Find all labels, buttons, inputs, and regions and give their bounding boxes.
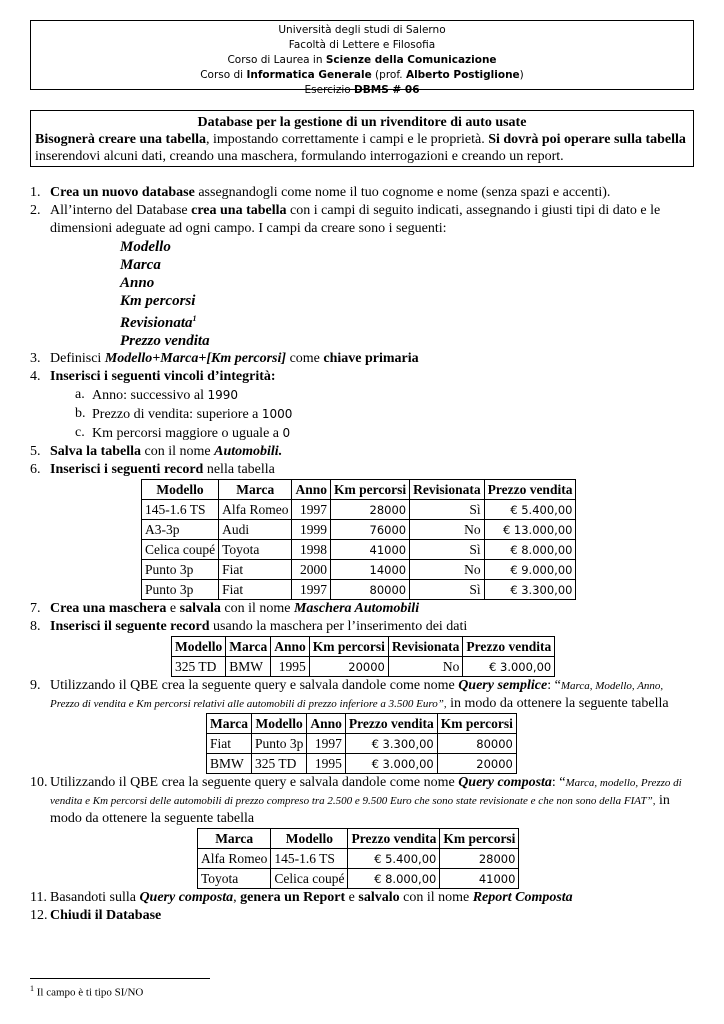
query-name: Query semplice <box>458 678 548 693</box>
cell: 20000 <box>309 657 388 677</box>
step-bold: Inserisci il seguente record <box>50 619 210 634</box>
constraint-letter: b. <box>75 406 86 421</box>
step-text: come <box>286 351 324 366</box>
constraint-letter: a. <box>75 387 85 402</box>
table-row <box>198 849 519 869</box>
composite-query-result-table <box>197 828 519 889</box>
step-number: 12. <box>30 908 48 923</box>
step-number: 5. <box>30 444 41 459</box>
step-bold: Inserisci i seguenti record <box>50 462 204 477</box>
table-row <box>207 734 517 754</box>
cell: Fiat <box>207 734 252 754</box>
step-text: e <box>345 890 359 905</box>
simple-query-result-table <box>206 713 517 774</box>
step-bold: Inserisci i seguenti vincoli d’integrità: <box>50 369 276 384</box>
cell: 76000 <box>330 520 409 540</box>
cell: 28000 <box>330 500 409 520</box>
footnote-marker: 1 <box>192 314 197 323</box>
field-item: Prezzo vendita <box>120 333 210 349</box>
cell: 28000 <box>440 849 519 869</box>
column-header: Modello <box>271 829 348 849</box>
constraint-text: Prezzo di vendita: superiore a <box>92 407 262 422</box>
cell: 1995 <box>271 657 310 677</box>
intro-text-1: , impostando correttamente i campi e le proprietà. <box>205 132 489 147</box>
constraint-value: 1000 <box>261 407 293 421</box>
cell: 41000 <box>440 869 519 889</box>
cell: 80000 <box>330 580 409 600</box>
table-row <box>142 580 576 600</box>
cell: A3-3p <box>142 520 219 540</box>
column-header: Revisionata <box>410 480 485 500</box>
step-number: 8. <box>30 619 41 634</box>
query-description: Marca, modello, Prezzo di vendita e Km percorsi delle automobili di prezzo compreso tra 2.500 e 9.500 Euro che sono state revisionate e che non sono della FIAT”, <box>50 777 682 807</box>
step-1 <box>30 184 694 202</box>
cell: Punto 3p <box>142 580 219 600</box>
cell: € 3.000,00 <box>345 754 437 774</box>
intro-text-2: inserendovi alcuni dati, creando una maschera, formulando interrogazioni e creando un report. <box>35 149 564 164</box>
cell: € 5.400,00 <box>348 849 440 869</box>
step-bold: Crea un nuovo database <box>50 185 195 200</box>
cell: Celica coupé <box>142 540 219 560</box>
cell: 1999 <box>292 520 331 540</box>
degree-course <box>31 53 693 68</box>
step-text: nella tabella <box>203 462 275 477</box>
column-header: Km percorsi <box>440 829 519 849</box>
exercise-prefix: Esercizio <box>304 84 355 96</box>
cell: Alfa Romeo <box>198 849 271 869</box>
table-header-row <box>142 480 576 500</box>
cell: 1995 <box>307 754 346 774</box>
step-bold: Salva la tabella <box>50 444 142 459</box>
cell: No <box>410 560 485 580</box>
constraint-item <box>70 405 694 424</box>
field-item: Anno <box>120 275 155 291</box>
column-header: Marca <box>207 714 252 734</box>
step-3 <box>30 350 694 368</box>
table-row <box>142 500 576 520</box>
step-number: 11. <box>30 890 47 905</box>
steps-list <box>30 184 694 925</box>
step-bold: genera un Report <box>240 890 346 905</box>
step-number: 10. <box>30 775 48 790</box>
cell: € 3.300,00 <box>484 580 576 600</box>
course-prof-prefix: (prof. <box>371 69 406 81</box>
step-text: Basandoti sulla <box>50 890 140 905</box>
cell: € 13.000,00 <box>484 520 576 540</box>
cell: 1998 <box>292 540 331 560</box>
table-row <box>142 540 576 560</box>
cell: € 3.000,00 <box>463 657 555 677</box>
footnote-divider <box>30 978 210 979</box>
constraints-list <box>30 386 694 443</box>
fields-list <box>30 238 694 350</box>
course-line <box>31 68 693 83</box>
cell: 14000 <box>330 560 409 580</box>
degree-course-name: Scienze della Comunicazione <box>325 54 497 66</box>
field-item: Marca <box>120 257 161 273</box>
step-text: in modo da ottenere la seguente tabella <box>50 793 670 826</box>
cell: Alfa Romeo <box>219 500 292 520</box>
step-bold: crea una tabella <box>191 203 287 218</box>
constraint-item <box>70 424 694 443</box>
column-header: Prezzo vendita <box>484 480 576 500</box>
cell: 1997 <box>292 500 331 520</box>
degree-course-prefix: Corso di Laurea in <box>227 54 326 66</box>
column-header: Prezzo vendita <box>345 714 437 734</box>
field-item: Modello <box>120 239 171 255</box>
step-number: 1. <box>30 185 41 200</box>
column-header: Anno <box>307 714 346 734</box>
cell: Toyota <box>219 540 292 560</box>
faculty-name: Facoltà di Lettere e Filosofia <box>288 39 436 51</box>
cell: Celica coupé <box>271 869 348 889</box>
cell: Sì <box>410 580 485 600</box>
constraint-item <box>70 386 694 405</box>
step-number: 9. <box>30 678 41 693</box>
column-header: Anno <box>271 637 310 657</box>
step-7 <box>30 600 694 618</box>
step-text: con il nome <box>399 890 473 905</box>
step-bold: salvalo <box>358 890 400 905</box>
professor-name: Alberto Postiglione <box>405 69 520 81</box>
step-bold: Crea una maschera <box>50 601 167 616</box>
step-text: Utilizzando il QBE crea la seguente query e salvala dandole come nome <box>50 678 459 693</box>
constraint-text: Km percorsi maggiore o uguale a <box>92 426 283 441</box>
step-text: assegnandogli come nome il tuo cognome e nome (senza spazi e accenti). <box>194 185 611 200</box>
field-item-revisionata <box>120 310 694 332</box>
column-header: Km percorsi <box>437 714 516 734</box>
exercise-line <box>31 83 693 98</box>
step-text: Utilizzando il QBE crea la seguente query e salvala dandole come nome <box>50 775 459 790</box>
column-header: Marca <box>226 637 271 657</box>
cell: € 9.000,00 <box>484 560 576 580</box>
column-header: Anno <box>292 480 331 500</box>
step-8 <box>30 618 694 636</box>
course-close: ) <box>519 69 524 81</box>
column-header: Modello <box>142 480 219 500</box>
cell: € 8.000,00 <box>484 540 576 560</box>
cell: 325 TD <box>251 754 306 774</box>
footnote-text: Il campo è ti tipo SI/NO <box>34 986 144 999</box>
table-row <box>172 657 555 677</box>
column-header: Marca <box>198 829 271 849</box>
cell: Punto 3p <box>142 560 219 580</box>
form-name: Maschera Automobili <box>293 601 420 616</box>
step-5 <box>30 443 694 461</box>
step-6 <box>30 461 694 479</box>
query-description: Marca, Modello, Anno, Prezzo di vendita e Km percorsi relativi alle automobili di prezzo inferiore a 3.500 Euro”, <box>50 680 664 710</box>
step-text: con il nome <box>141 444 215 459</box>
query-name: Query composta <box>139 890 234 905</box>
step-text: in modo da ottenere la seguente tabella <box>446 696 669 711</box>
step-text: Definisci <box>50 351 105 366</box>
cell: 80000 <box>437 734 516 754</box>
constraint-value: 0 <box>282 426 291 440</box>
step-bold: salvala <box>179 601 221 616</box>
cell: Sì <box>410 540 485 560</box>
step-number: 2. <box>30 203 41 218</box>
table-row <box>142 520 576 540</box>
footnote-mark: 1 <box>30 984 34 993</box>
constraint-letter: c. <box>75 425 85 440</box>
column-header: Marca <box>219 480 292 500</box>
cell: 325 TD <box>172 657 226 677</box>
query-name: Query composta <box>458 775 552 790</box>
column-header: Prezzo vendita <box>348 829 440 849</box>
step-text: All’interno del Database <box>50 203 192 218</box>
header-box <box>30 20 694 96</box>
step-bold: Chiudi il Database <box>50 908 162 923</box>
course-prefix: Corso di <box>200 69 247 81</box>
field-label: Revisionata <box>120 315 193 331</box>
records-table <box>141 479 576 600</box>
column-header: Revisionata <box>388 637 463 657</box>
step-text: con i campi di seguito indicati, assegnando i giusti tipi di dato e le dimensioni adeguate ad ogni campo. I campi da creare sono i seguenti: <box>50 203 661 236</box>
cell: No <box>388 657 463 677</box>
table-header-row <box>198 829 519 849</box>
constraint-text: Anno: successivo al <box>92 388 208 403</box>
intro-box <box>30 110 694 167</box>
cell: No <box>410 520 485 540</box>
primary-key-fields: Modello+Marca+[Km percorsi] <box>104 351 287 366</box>
cell: 1997 <box>292 580 331 600</box>
table-row <box>198 869 519 889</box>
step-9 <box>30 677 694 713</box>
step-10 <box>30 774 694 828</box>
step-text: : “ <box>547 678 561 693</box>
cell: 1997 <box>307 734 346 754</box>
step-2 <box>30 202 694 238</box>
column-header: Modello <box>172 637 226 657</box>
cell: Fiat <box>219 560 292 580</box>
step-text: e <box>166 601 180 616</box>
intro-bold-2: Si dovrà poi operare sulla tabella <box>488 132 686 147</box>
step-number: 4. <box>30 369 41 384</box>
constraint-value: 1990 <box>207 388 239 402</box>
cell: BMW <box>226 657 271 677</box>
cell: 145-1.6 TS <box>271 849 348 869</box>
step-text: , <box>233 890 241 905</box>
cell: Toyota <box>198 869 271 889</box>
step-text: : “ <box>551 775 566 790</box>
table-name: Automobili. <box>214 444 283 459</box>
column-header: Km percorsi <box>330 480 409 500</box>
step-number: 3. <box>30 351 41 366</box>
step-11 <box>30 889 694 907</box>
step-12 <box>30 907 694 925</box>
step-text: con il nome <box>220 601 294 616</box>
course-name: Informatica Generale <box>246 69 372 81</box>
table-row <box>207 754 517 774</box>
field-item: Km percorsi <box>120 293 196 309</box>
intro-text <box>35 132 686 164</box>
cell: € 8.000,00 <box>348 869 440 889</box>
cell: Fiat <box>219 580 292 600</box>
step-text: usando la maschera per l’inserimento dei dati <box>209 619 468 634</box>
cell: 145-1.6 TS <box>142 500 219 520</box>
cell: BMW <box>207 754 252 774</box>
cell: Sì <box>410 500 485 520</box>
cell: € 3.300,00 <box>345 734 437 754</box>
cell: 41000 <box>330 540 409 560</box>
table-header-row <box>172 637 555 657</box>
step-number: 6. <box>30 462 41 477</box>
step-number: 7. <box>30 601 41 616</box>
exercise-title: Database per la gestione di un rivenditore di auto usate <box>197 115 527 130</box>
cell: 20000 <box>437 754 516 774</box>
table-header-row <box>207 714 517 734</box>
cell: € 5.400,00 <box>484 500 576 520</box>
cell: Punto 3p <box>251 734 306 754</box>
column-header: Prezzo vendita <box>463 637 555 657</box>
exercise-id: DBMS # 06 <box>354 84 420 96</box>
cell: 2000 <box>292 560 331 580</box>
table-row <box>142 560 576 580</box>
footnote <box>30 984 143 999</box>
report-name: Report Composta <box>472 890 573 905</box>
university-name: Università degli studi di Salerno <box>278 24 446 36</box>
cell: Audi <box>219 520 292 540</box>
step-4 <box>30 368 694 386</box>
column-header: Modello <box>251 714 306 734</box>
step-bold: chiave primaria <box>323 351 419 366</box>
new-record-table <box>171 636 555 677</box>
column-header: Km percorsi <box>309 637 388 657</box>
intro-bold-1: Bisognerà creare una tabella <box>35 132 206 147</box>
